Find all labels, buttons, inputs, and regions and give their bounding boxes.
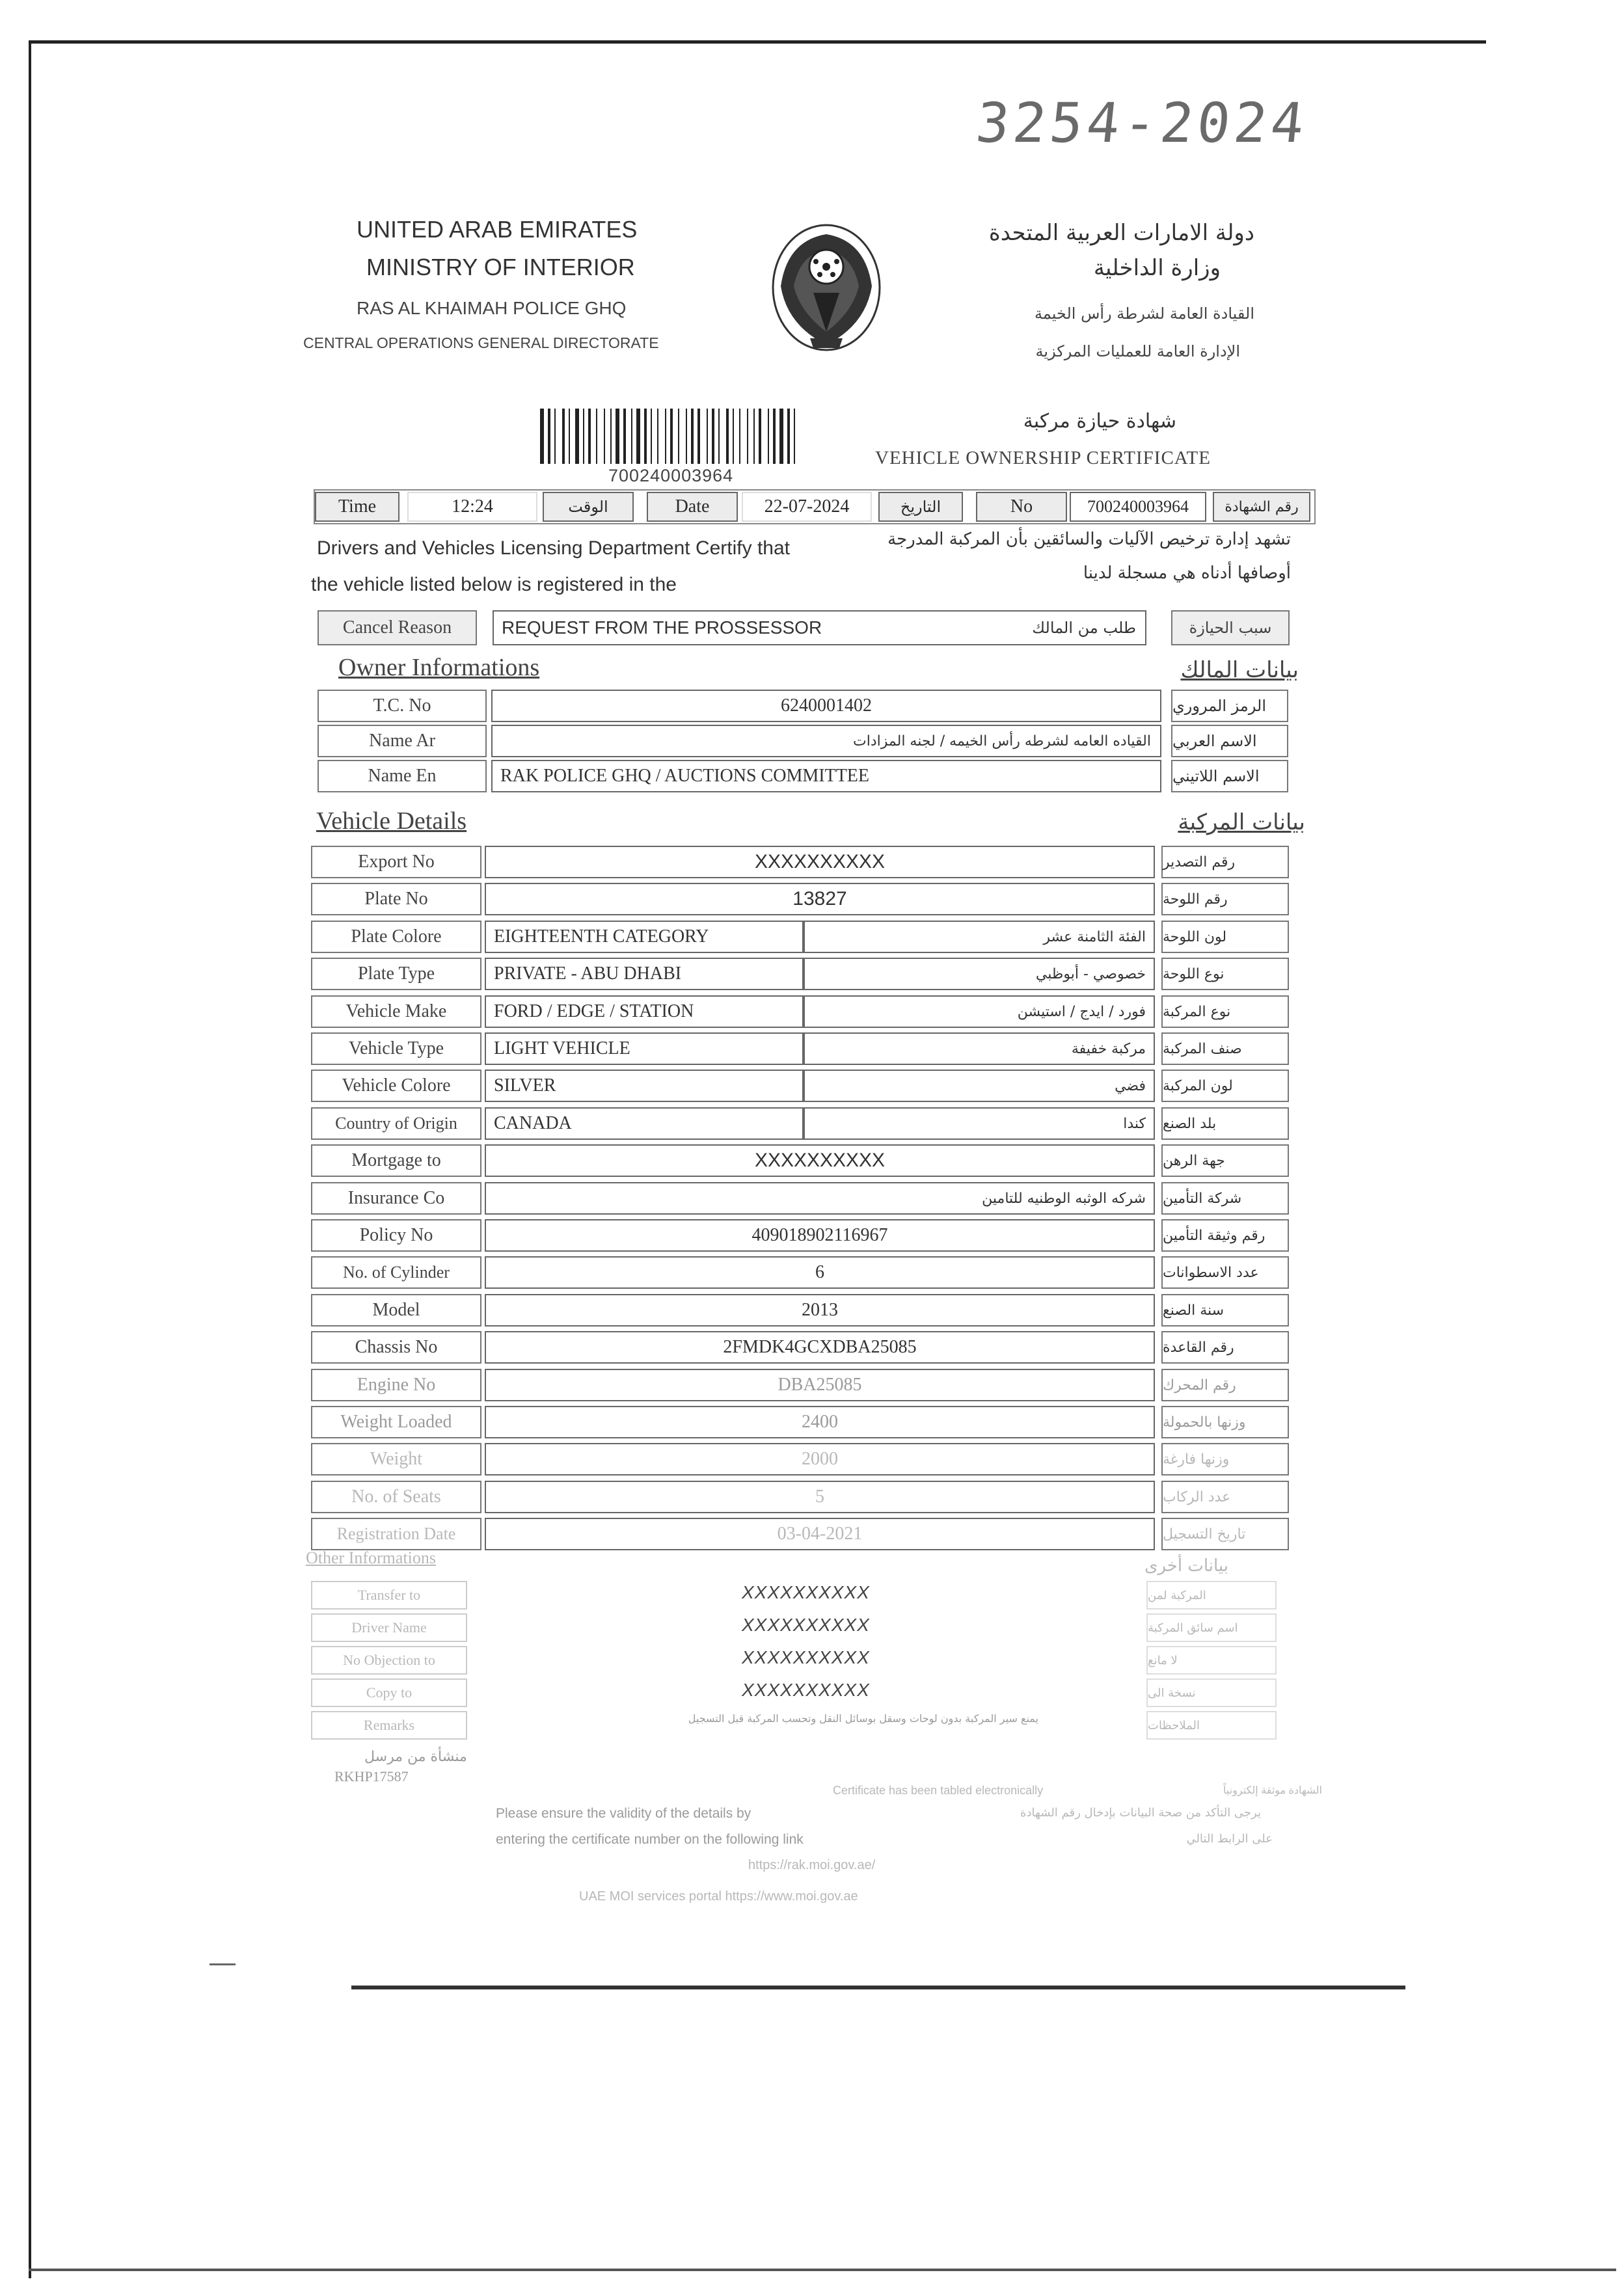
no-label-ar: رقم الشهادة xyxy=(1213,492,1310,522)
barcode-bar xyxy=(755,409,757,464)
barcode-bar xyxy=(659,409,663,464)
other-row-value: XXXXXXXXXX xyxy=(742,1615,870,1635)
barcode-bar xyxy=(747,409,748,464)
barcode-bar xyxy=(784,409,785,464)
other-row-label: Driver Name xyxy=(311,1613,467,1642)
other-row-label: No Objection to xyxy=(311,1646,467,1675)
barcode-bar xyxy=(616,409,619,464)
vehicle-row-value-ar-cell xyxy=(804,921,1155,953)
vehicle-row-value-text: 2000 xyxy=(802,1449,838,1469)
vehicle-row-label: Weight xyxy=(311,1443,481,1475)
vehicle-row-label: Engine No xyxy=(311,1369,481,1401)
vehicle-row-value-text: 03-04-2021 xyxy=(777,1524,863,1544)
vehicle-row-label: Export No xyxy=(311,846,481,878)
barcode-bar xyxy=(633,409,634,464)
vehicle-row-label: Plate Colore xyxy=(311,921,481,953)
date-label-ar: التاريخ xyxy=(878,492,963,522)
vehicle-row-label: Policy No xyxy=(311,1219,481,1252)
barcode-bar xyxy=(657,409,658,464)
vehicle-row-value-text: XXXXXXXXXX xyxy=(754,1150,886,1171)
barcode-bar xyxy=(688,409,689,464)
vehicle-row-value-text: XXXXXXXXXX xyxy=(754,851,886,872)
barcode-bar xyxy=(694,409,696,464)
vehicle-row-value-ar: الفئة الثامنة عشر xyxy=(1043,928,1146,945)
vehicle-row-value-ar: مركبة خفيفة xyxy=(1071,1040,1146,1057)
vehicle-row-label-ar: وزنها بالحمولة xyxy=(1161,1406,1289,1438)
header-en-line1: UNITED ARAB EMIRATES xyxy=(357,216,638,243)
barcode-bar xyxy=(701,409,705,464)
vehicle-row-value xyxy=(485,1443,1155,1475)
vehicle-row-value-text: 5 xyxy=(815,1487,824,1507)
barcode-bar xyxy=(715,409,716,464)
vehicle-row-value-en: SILVER xyxy=(494,1075,556,1096)
owner-heading-ar: بيانات المالك xyxy=(1180,657,1299,683)
no-label: No xyxy=(976,492,1067,522)
vehicle-row-label: Vehicle Type xyxy=(311,1032,481,1065)
other-row-label: Copy to xyxy=(311,1678,467,1707)
vehicle-row-value-text: 2FMDK4GCXDBA25085 xyxy=(723,1337,917,1357)
time-value: 12:24 xyxy=(407,492,537,522)
bottom-scan-line-2 xyxy=(29,2269,1616,2271)
barcode-bar xyxy=(741,409,745,464)
vehicle-row-value-text: 6 xyxy=(815,1262,824,1282)
owner-row-value xyxy=(491,690,1161,722)
owner-row-label-ar: الاسم اللاتيني xyxy=(1171,760,1288,792)
footer-ar-line3: على الرابط التالي xyxy=(1186,1832,1273,1846)
vehicle-row-value-text: 409018902116967 xyxy=(751,1225,888,1245)
vehicle-row-label: Model xyxy=(311,1294,481,1327)
barcode-bar xyxy=(620,409,621,464)
footer-ar-line2: يرجى التأكد من صحة البيانات بإدخال رقم الشهادة xyxy=(1020,1806,1261,1820)
uae-eagle-emblem-icon xyxy=(768,215,885,355)
vehicle-row-label-ar: لون المركبة xyxy=(1161,1070,1289,1102)
owner-heading-en: Owner Informations xyxy=(338,654,540,681)
vehicle-row-value xyxy=(485,1294,1155,1327)
vehicle-row-label: Insurance Co xyxy=(311,1182,481,1215)
vehicle-row-value xyxy=(485,846,1155,878)
vehicle-row-label-ar: لون اللوحة xyxy=(1161,921,1289,953)
barcode-bar xyxy=(569,409,570,464)
vehicle-row-value xyxy=(485,1219,1155,1252)
barcode-bar xyxy=(623,409,626,464)
header-ar-line4: الإدارة العامة للعمليات المركزية xyxy=(1035,342,1240,360)
barcode-bar xyxy=(739,409,740,464)
barcode-bar xyxy=(596,409,597,464)
vehicle-row-label-ar: تاريخ التسجيل xyxy=(1161,1518,1289,1550)
vehicle-row-label-ar: رقم القاعدة xyxy=(1161,1331,1289,1364)
vehicle-row-value xyxy=(485,883,1155,915)
other-heading-en: Other Informations xyxy=(306,1548,437,1567)
footer-en-line3: entering the certificate number on the following link xyxy=(496,1832,804,1847)
barcode-bar xyxy=(759,409,761,464)
vehicle-row-value-text: DBA25085 xyxy=(778,1375,862,1395)
vehicle-row-label: Plate Type xyxy=(311,958,481,990)
issuer-code: RKHP17587 xyxy=(334,1768,409,1785)
barcode-bar xyxy=(776,409,778,464)
other-row-label-ar: لا مانع xyxy=(1146,1646,1277,1675)
certify-en-line2: the vehicle listed below is registered in the xyxy=(311,574,677,595)
vehicle-row-label: Vehicle Make xyxy=(311,995,481,1028)
vehicle-row-label-ar: نوع اللوحة xyxy=(1161,958,1289,990)
vehicle-row-label: Country of Origin xyxy=(311,1107,481,1140)
vehicle-row-label: Weight Loaded xyxy=(311,1406,481,1438)
barcode-bar xyxy=(770,409,771,464)
vehicle-row-label-ar: سنة الصنع xyxy=(1161,1294,1289,1327)
vehicle-row-label-ar: نوع المركبة xyxy=(1161,995,1289,1028)
barcode-bar xyxy=(575,409,579,464)
barcode-bar xyxy=(753,409,755,464)
vehicle-heading-ar: بيانات المركبة xyxy=(1178,809,1305,835)
barcode-bar xyxy=(548,409,550,464)
other-row-label: Remarks xyxy=(311,1711,467,1740)
other-row-value: XXXXXXXXXX xyxy=(742,1680,870,1700)
header-en-line3: RAS AL KHAIMAH POLICE GHQ xyxy=(357,298,627,318)
barcode-bar xyxy=(729,409,731,464)
scan-mark xyxy=(210,1963,236,1965)
owner-row-value-text: 6240001402 xyxy=(781,695,872,716)
cancel-reason-label-ar: سبب الحيازة xyxy=(1171,610,1290,645)
other-row-label-ar: المركبة لمن xyxy=(1146,1581,1277,1610)
other-row-value: XXXXXXXXXX xyxy=(742,1582,870,1602)
date-label: Date xyxy=(647,492,738,522)
other-row-label-ar: الملاحظات xyxy=(1146,1711,1277,1740)
vehicle-row-label-ar: رقم المحرك xyxy=(1161,1369,1289,1401)
vehicle-row-value-en: CANADA xyxy=(494,1113,572,1133)
barcode-bar xyxy=(585,409,586,464)
barcode-bar xyxy=(610,409,612,464)
certify-ar-line2: أوصافها أدناه هي مسجلة لدينا xyxy=(1083,563,1291,583)
vehicle-row-value xyxy=(485,1331,1155,1364)
vehicle-row-value xyxy=(485,1182,1155,1215)
barcode-bar xyxy=(554,409,556,464)
no-value: 700240003964 xyxy=(1070,492,1206,522)
barcode-bar xyxy=(540,409,544,464)
header-ar-line1: دولة الامارات العربية المتحدة xyxy=(988,220,1254,246)
vehicle-row-value-text: 13827 xyxy=(792,888,847,909)
vehicle-row-label: Chassis No xyxy=(311,1331,481,1364)
vehicle-row-label-ar: رقم التصدير xyxy=(1161,846,1289,878)
bottom-scan-line xyxy=(351,1986,1405,1989)
barcode-bar xyxy=(779,409,783,464)
vehicle-heading-en: Vehicle Details xyxy=(316,807,467,835)
owner-row-label: Name Ar xyxy=(318,725,487,757)
vehicle-row-label-ar: بلد الصنع xyxy=(1161,1107,1289,1140)
barcode-bar xyxy=(580,409,581,464)
vehicle-row-label: No. of Seats xyxy=(311,1481,481,1513)
owner-row-label: T.C. No xyxy=(318,690,487,722)
owner-row-label-ar: الاسم العربي xyxy=(1171,725,1288,757)
barcode-bar xyxy=(644,409,647,464)
barcode-bar xyxy=(718,409,720,464)
barcode-bar xyxy=(651,409,652,464)
vehicle-row-value-en: EIGHTEENTH CATEGORY xyxy=(494,926,709,947)
vehicle-row-value-en: FORD / EDGE / STATION xyxy=(494,1001,694,1021)
vehicle-row-value-ar-cell xyxy=(804,1070,1155,1102)
owner-row-value xyxy=(491,760,1161,792)
vehicle-row-value-ar: خصوصي - أبوظبي xyxy=(1035,965,1146,982)
vehicle-row-value-en: PRIVATE - ABU DHABI xyxy=(494,963,682,984)
vehicle-row-value-ar-cell xyxy=(804,1107,1155,1140)
vehicle-row-value-en: LIGHT VEHICLE xyxy=(494,1038,630,1058)
barcode-bar xyxy=(612,409,614,464)
left-scan-border xyxy=(29,40,31,2278)
time-label: Time xyxy=(315,492,399,522)
barcode-bar xyxy=(641,409,642,464)
vehicle-row-value-ar-cell xyxy=(804,1032,1155,1065)
barcode-bar xyxy=(551,409,552,464)
date-value: 22-07-2024 xyxy=(742,492,872,522)
header-ar-line2: وزارة الداخلية xyxy=(1093,255,1221,281)
owner-row-label: Name En xyxy=(318,760,487,792)
certificate-title-ar: شهادة حيازة مركبة xyxy=(1023,410,1176,433)
vehicle-row-value-text: 2013 xyxy=(802,1300,838,1320)
vehicle-row-value xyxy=(485,921,804,953)
barcode-bar xyxy=(591,409,594,464)
vehicle-row-value xyxy=(485,1070,804,1102)
barcode-bar xyxy=(571,409,573,464)
barcode-bar xyxy=(735,409,737,464)
certify-en-line1: Drivers and Vehicles Licensing Department Certify that xyxy=(317,537,791,559)
barcode-bar xyxy=(697,409,700,464)
vehicle-row-value-ar-cell xyxy=(804,958,1155,990)
footer-ar-line1: الشهادة موثقة إلكترونياً xyxy=(1223,1785,1322,1796)
vehicle-row-label-ar: رقم وثيقة التأمين xyxy=(1161,1219,1289,1252)
cancel-reason-value-en: REQUEST FROM THE PROSSESSOR xyxy=(502,617,822,638)
barcode-bar xyxy=(606,409,608,464)
vehicle-row-label-ar: شركة التأمين xyxy=(1161,1182,1289,1215)
vehicle-row-value-ar: فضي xyxy=(1115,1077,1146,1094)
barcode-image xyxy=(540,409,813,464)
vehicle-row-label: Registration Date xyxy=(311,1518,481,1550)
footer-en-line4: UAE MOI services portal https://www.moi.gov.ae xyxy=(579,1889,858,1904)
barcode-bar xyxy=(653,409,655,464)
footer-en-line1: Certificate has been tabled electronically xyxy=(833,1784,1044,1797)
barcode-bar xyxy=(707,409,708,464)
vehicle-row-label-ar: جهة الرهن xyxy=(1161,1144,1289,1177)
other-row-label: Transfer to xyxy=(311,1581,467,1610)
vehicle-row-label-ar: عدد الركاب xyxy=(1161,1481,1289,1513)
cancel-reason-value-ar: طلب من المالك xyxy=(1032,619,1136,637)
barcode-bar xyxy=(787,409,790,464)
vehicle-row-value xyxy=(485,1144,1155,1177)
barcode-bar xyxy=(680,409,684,464)
other-heading-ar: بيانات أخرى xyxy=(1144,1556,1228,1576)
vehicle-row-label-ar: رقم اللوحة xyxy=(1161,883,1289,915)
vehicle-row-label: No. of Cylinder xyxy=(311,1256,481,1289)
barcode-bar xyxy=(720,409,724,464)
issuer-ar: منشأة من مرسل xyxy=(364,1749,467,1765)
barcode-bar xyxy=(691,409,694,464)
vehicle-row-value xyxy=(485,1256,1155,1289)
top-scan-border xyxy=(29,40,1486,44)
barcode-bar xyxy=(556,409,560,464)
barcode-bar xyxy=(598,409,602,464)
vehicle-row-label: Vehicle Colore xyxy=(311,1070,481,1102)
barcode-bar xyxy=(726,409,729,464)
barcode-bar xyxy=(733,409,734,464)
owner-row-value-text: RAK POLICE GHQ / AUCTIONS COMMITTEE xyxy=(500,766,869,786)
barcode-bar xyxy=(773,409,776,464)
barcode-bar xyxy=(712,409,714,464)
vehicle-row-value xyxy=(485,1406,1155,1438)
vehicle-row-value xyxy=(485,1107,804,1140)
vehicle-row-label-ar: صنف المركبة xyxy=(1161,1032,1289,1065)
barcode-bar xyxy=(670,409,673,464)
barcode-bar xyxy=(565,409,567,464)
vehicle-row-value-ar: كندا xyxy=(1123,1115,1146,1132)
barcode-number: 700240003964 xyxy=(608,466,734,485)
barcode-bar xyxy=(588,409,591,464)
barcode-bar xyxy=(709,409,710,464)
footer-en-line2: Please ensure the validity of the details by xyxy=(496,1806,751,1821)
barcode-bar xyxy=(545,409,546,464)
barcode-bar xyxy=(678,409,679,464)
vehicle-row-value xyxy=(485,1369,1155,1401)
header-en-line4: CENTRAL OPERATIONS GENERAL DIRECTORATE xyxy=(303,334,659,351)
cancel-reason-value xyxy=(493,610,1146,645)
barcode-bar xyxy=(749,409,751,464)
time-label-ar: الوقت xyxy=(543,492,634,522)
barcode-bar xyxy=(762,409,766,464)
footer-link[interactable]: https://rak.moi.gov.ae/ xyxy=(748,1858,876,1872)
vehicle-row-label-ar: وزنها فارغة xyxy=(1161,1443,1289,1475)
barcode-bar xyxy=(667,409,668,464)
vehicle-row-value xyxy=(485,958,804,990)
vehicle-row-value-ar-cell xyxy=(804,995,1155,1028)
other-row-value: يمنع سير المركبة بدون لوحات وسقل بوسائل النقل وتحسب المركبة قبل التسجيل xyxy=(688,1712,1038,1725)
owner-row-value-text: القياده العامه لشرطه رأس الخيمه / لجنه المزادات xyxy=(853,733,1151,749)
barcode-bar xyxy=(796,409,798,464)
vehicle-row-value xyxy=(485,1032,804,1065)
barcode-bar xyxy=(583,409,584,464)
owner-row-value xyxy=(491,725,1161,757)
vehicle-row-value-text: شركه الوثبه الوطنيه للتامين xyxy=(982,1190,1146,1207)
header-en-line2: MINISTRY OF INTERIOR xyxy=(366,254,635,280)
barcode-bar xyxy=(647,409,649,464)
other-row-value: XXXXXXXXXX xyxy=(742,1647,870,1667)
certificate-title-en: VEHICLE OWNERSHIP CERTIFICATE xyxy=(875,448,1211,468)
barcode-bar xyxy=(768,409,769,464)
handwritten-reference: 3254-2024 xyxy=(973,91,1311,155)
header-ar-line3: القيادة العامة لشرطة رأس الخيمة xyxy=(1035,304,1254,323)
barcode-bar xyxy=(686,409,687,464)
barcode-bar xyxy=(791,409,792,464)
vehicle-row-value-ar: فورد / ايدج / استيشن xyxy=(1017,1003,1146,1020)
owner-row-label-ar: الرمز المروري xyxy=(1171,690,1288,722)
vehicle-row-value-text: 2400 xyxy=(802,1412,838,1432)
barcode-bar xyxy=(673,409,676,464)
cancel-reason-label: Cancel Reason xyxy=(318,610,477,645)
barcode-bar xyxy=(794,409,795,464)
certify-ar-line1: تشهد إدارة ترخيص الآليات والسائقين بأن المركبة المدرجة xyxy=(887,530,1291,549)
vehicle-row-label: Mortgage to xyxy=(311,1144,481,1177)
other-row-label-ar: اسم سائق المركبة xyxy=(1146,1613,1277,1642)
other-row-label-ar: نسخة الى xyxy=(1146,1678,1277,1707)
barcode-bar xyxy=(636,409,640,464)
barcode-bar xyxy=(665,409,666,464)
vehicle-row-label: Plate No xyxy=(311,883,481,915)
vehicle-row-value xyxy=(485,1481,1155,1513)
barcode-bar xyxy=(562,409,565,464)
barcode-bar xyxy=(627,409,629,464)
barcode-bar xyxy=(631,409,632,464)
vehicle-row-value xyxy=(485,995,804,1028)
barcode-bar xyxy=(604,409,605,464)
vehicle-row-label-ar: عدد الاسطوانات xyxy=(1161,1256,1289,1289)
vehicle-row-value xyxy=(485,1518,1155,1550)
